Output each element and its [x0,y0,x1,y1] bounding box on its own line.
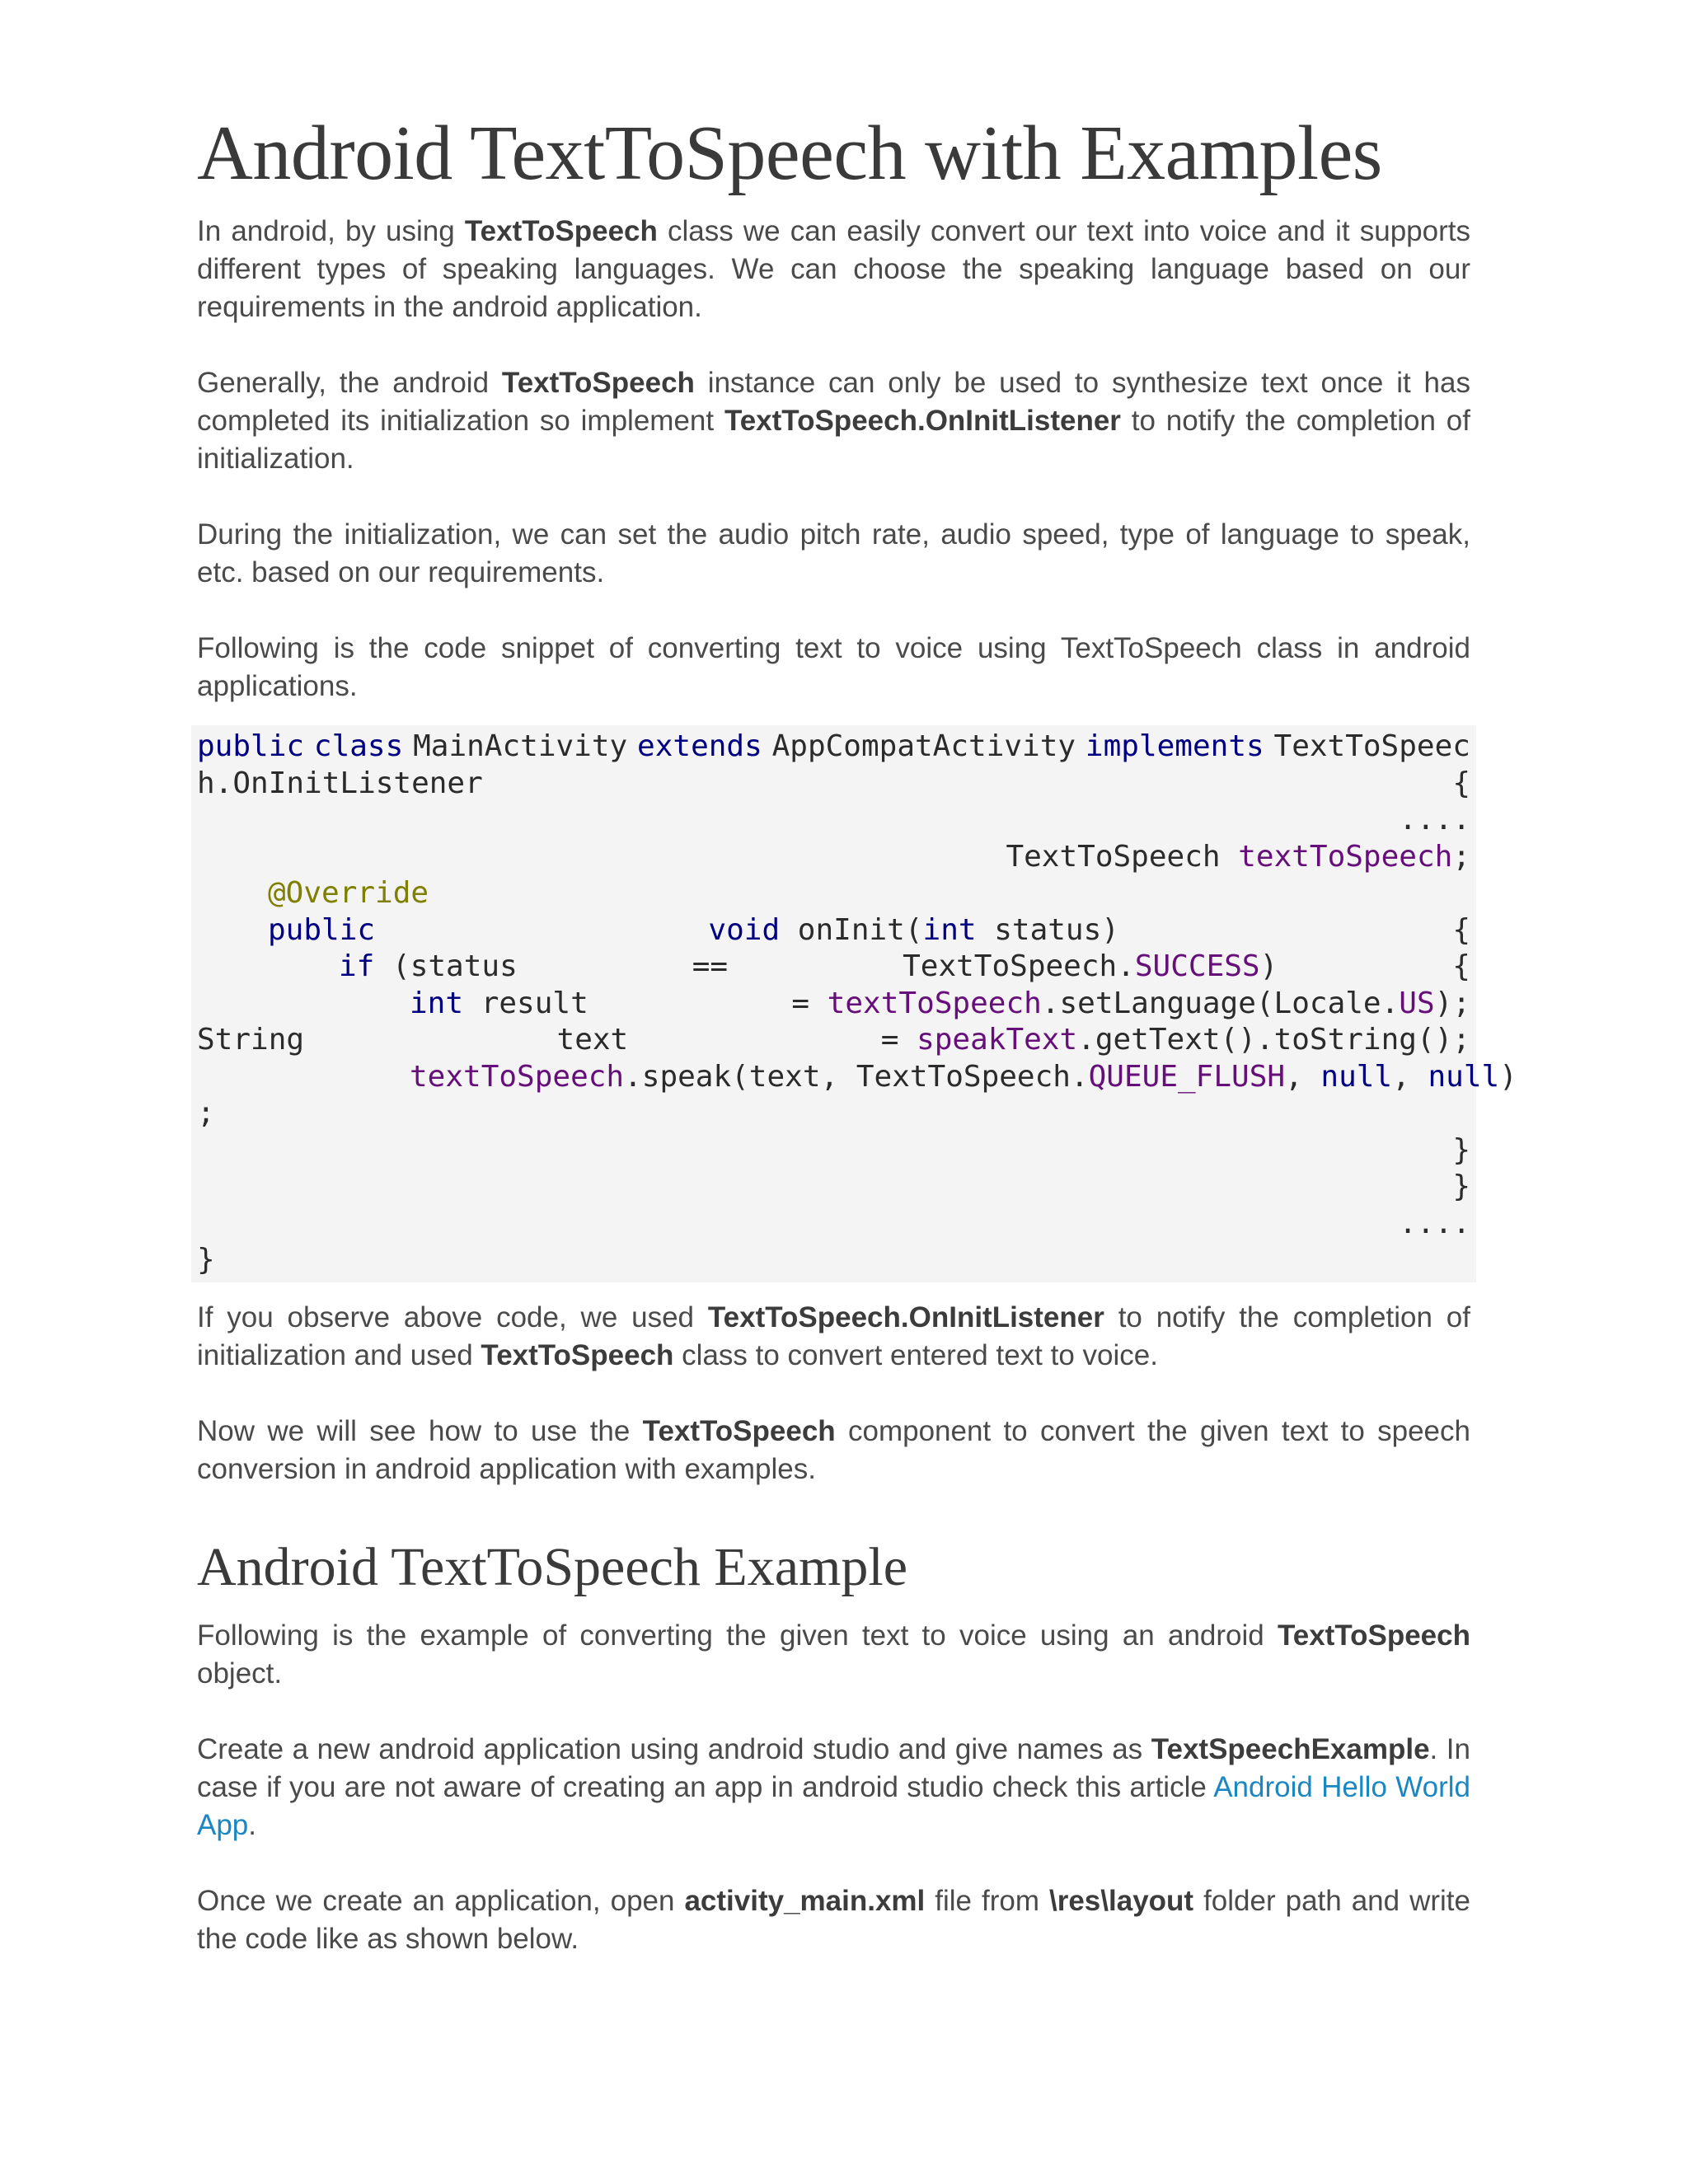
intro-paragraph-3: During the initialization, we can set the audio pitch rate, audio speed, type of language to speak, etc. based on our requirements. [197,518,1470,588]
code-keyword: extends [637,729,762,763]
code-text: ) [1259,949,1278,983]
code-text: ); [1434,986,1470,1020]
text-run: instance can only be used to synthesize text once it has completed its initialization so implement [197,367,1470,437]
text-run: class we can easily convert our text into voice and it supports different types of speaking languages. We can choose the speaking language based on our requirements in the android application. [197,215,1470,323]
text-run: Once we create an application, open [197,1884,685,1917]
code-text: TextToSpeech [1006,839,1239,874]
code-line [197,1059,1517,1096]
code-line: .... [1399,803,1470,837]
code-text: .getText().toString(); [1077,1023,1470,1057]
text-run: Create a new android application using android studio and give names as [197,1732,1151,1765]
code-line [197,875,1470,912]
code-line: } [197,1243,215,1277]
code-text: , [1285,1059,1321,1094]
code-text: .speak(text, TextToSpeech. [624,1059,1089,1094]
code-line: } [1452,1169,1470,1203]
code-text: { [1452,766,1470,800]
code-text: , [1392,1059,1428,1094]
intro-paragraph-1 [197,213,1470,326]
example-paragraph-1 [197,1617,1470,1693]
code-line [197,986,1470,1023]
bold-term: TextToSpeech [642,1414,836,1447]
code-text: MainActivity [413,729,628,763]
code-text: == [692,949,729,983]
code-text: h.OnInitListener [197,766,483,800]
code-keyword: public [268,912,376,947]
explanation-paragraph-1 [197,1299,1470,1375]
text-run: folder path and write the code like as shown below. [197,1884,1470,1955]
bold-term: TextToSpeech [481,1338,674,1371]
code-keyword: int [922,912,977,947]
explanation-paragraph-2 [197,1413,1470,1488]
code-text: { [1452,949,1470,983]
bold-term: TextToSpeech.OnInitListener [707,1301,1104,1333]
bold-term: TextToSpeech.OnInitListener [724,405,1121,437]
bold-term: TextToSpeech [464,215,658,247]
code-text: .setLanguage(Locale. [1041,986,1400,1020]
text-run: component to convert the given text to speech conversion in android application with examples. [197,1414,1470,1485]
hello-world-link[interactable]: Android Hello World App [197,1770,1470,1841]
code-text: { [1452,912,1470,947]
text-run: Following is the example of converting the given text to voice using an android [197,1619,1278,1652]
code-keyword: null [1320,1059,1393,1094]
code-line: ; [197,1096,215,1130]
text-run: to notify the completion of initialization. [197,405,1470,475]
text-run: to notify the completion of initialization and used [197,1301,1470,1371]
code-line [197,1022,1470,1059]
code-text: TextToSpeech. [903,949,1135,983]
code-field: textToSpeech [827,986,1042,1020]
code-field: SUCCESS [1134,949,1260,983]
text-run: Now we will see how to use the [197,1414,643,1447]
bold-term: TextSpeechExample [1151,1732,1430,1765]
code-line [197,839,1470,876]
code-keyword: void [708,912,781,947]
bold-term: \res\layout [1049,1884,1194,1917]
code-line: .... [1399,1206,1470,1240]
code-field: textToSpeech [1238,839,1453,874]
code-text: String [197,1023,305,1057]
code-keyword: null [1428,1059,1500,1094]
example-paragraph-3 [197,1882,1470,1958]
code-text: = [880,1023,917,1057]
code-field: speakText [917,1023,1078,1057]
code-text: onInit( [780,912,923,947]
code-field: US [1399,986,1435,1020]
code-line: } [1452,1132,1470,1167]
code-keyword: public [197,729,305,763]
text-run: If you observe above code, we used [197,1301,708,1333]
code-line [197,949,1470,986]
code-annotation: @Override [268,876,429,910]
code-keyword: implements [1085,729,1264,763]
code-snippet [191,725,1517,1282]
code-keyword: if [339,949,375,983]
text-run: object. [197,1657,283,1690]
text-run: In android, by using [197,215,465,247]
code-text: result [463,986,588,1020]
code-field: textToSpeech [410,1059,625,1094]
code-field: QUEUE_FLUSH [1088,1059,1286,1094]
code-line [197,912,1470,949]
bold-term: TextToSpeech [501,367,695,399]
page-title: Android TextToSpeech with Examples [197,110,1382,196]
code-text: TextToSpeec [1273,729,1470,763]
intro-paragraph-2 [197,364,1470,478]
code-text: (status [374,949,518,983]
code-line [197,729,1470,766]
text-run: Generally, the android [197,367,502,399]
text-run: class to convert entered text to voice. [673,1338,1158,1371]
example-paragraph-2 [197,1731,1470,1844]
code-text: AppCompatActivity [771,729,1076,763]
text-run: . [248,1808,257,1841]
code-line [197,766,1470,803]
code-keyword: class [313,729,404,763]
bold-term: TextToSpeech [1277,1619,1470,1652]
code-keyword: int [410,986,464,1020]
article [197,107,1517,1996]
code-text: ) [1499,1059,1517,1094]
text-run: file from [925,1884,1049,1917]
section-heading: Android TextToSpeech Example [197,1536,907,1597]
code-text: text [556,1023,629,1057]
text-run: . In case if you are not aware of creating an app in android studio check this article [197,1732,1470,1803]
code-text: status) [976,912,1119,947]
code-text: = [791,986,828,1020]
bold-term: activity_main.xml [684,1884,926,1917]
code-text: ; [1452,839,1470,874]
intro-paragraph-4: Following is the code snippet of converting text to voice using TextToSpeech class in android applications. [197,632,1470,702]
